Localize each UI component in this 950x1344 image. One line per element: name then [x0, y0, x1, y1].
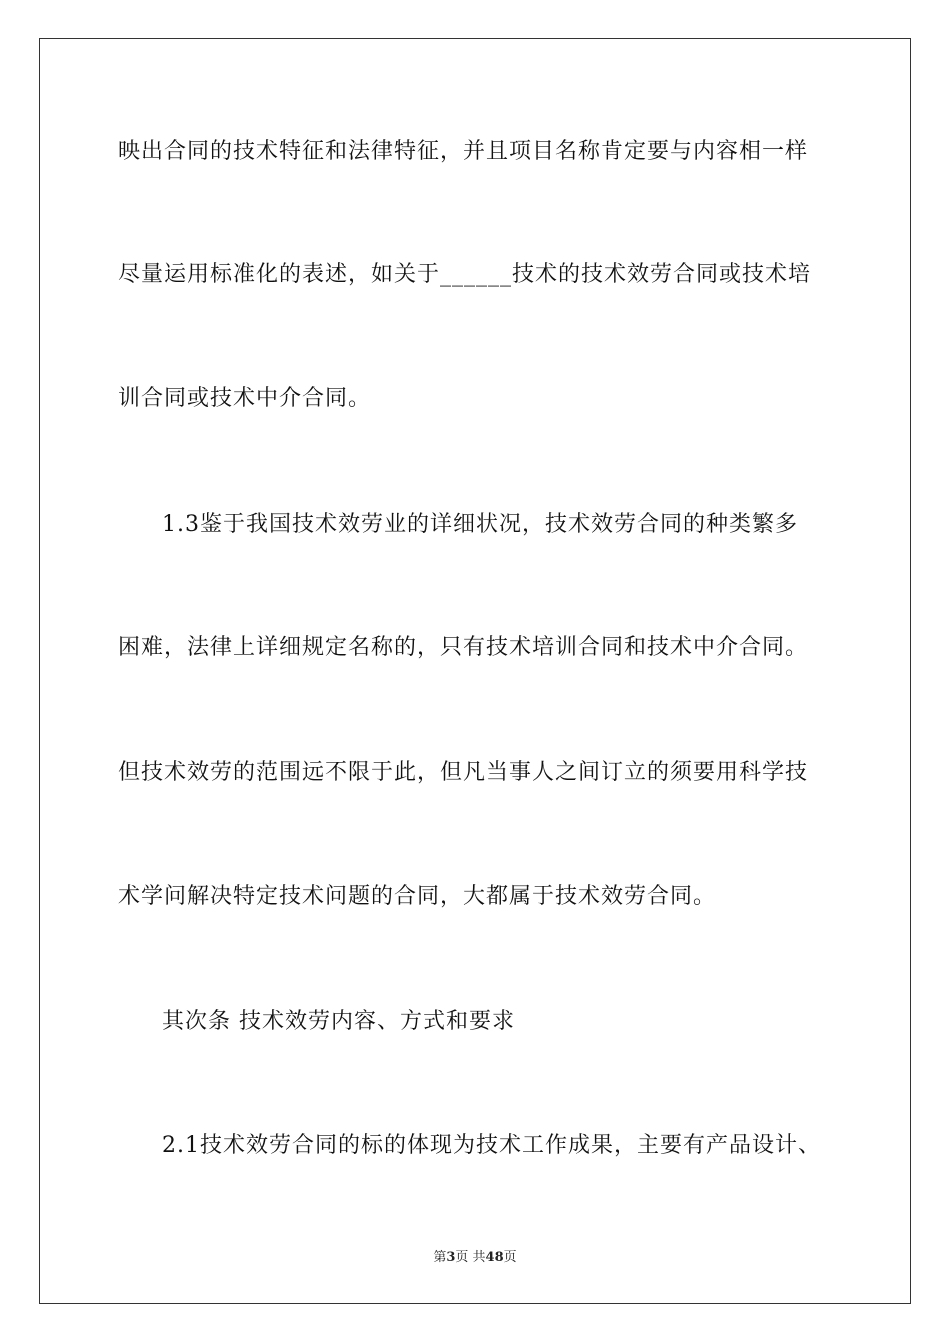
current-page-number: 3: [446, 1250, 456, 1265]
body-line-4: 1.3鉴于我国技术效劳业的详细状况，技术效劳合同的种类繁多: [162, 512, 798, 537]
body-line-3: 训合同或技术中介合同。: [118, 386, 372, 411]
body-line-2: 尽量运用标准化的表述，如关于______技术的技术效劳合同或技术培: [118, 262, 812, 287]
footer-suffix: 页: [503, 1250, 517, 1265]
page-footer: [0, 1246, 950, 1265]
body-line-6: 但技术效劳的范围远不限于此，但凡当事人之间订立的须要用科学技: [118, 760, 809, 785]
footer-prefix: 第: [433, 1250, 447, 1265]
section-heading: 其次条 技术效劳内容、方式和要求: [162, 1009, 515, 1034]
body-line-5: 困难，法律上详细规定名称的，只有技术培训合同和技术中介合同。: [118, 635, 809, 660]
page-border: [39, 38, 911, 1304]
body-line-9: 2.1技术效劳合同的标的体现为技术工作成果，主要有产品设计、: [162, 1133, 821, 1158]
footer-mid: 页 共: [455, 1250, 486, 1265]
body-line-7: 术学问解决特定技术问题的合同，大都属于技术效劳合同。: [118, 884, 717, 909]
body-line-1: 映出合同的技术特征和法律特征，并且项目名称肯定要与内容相一样: [118, 139, 809, 164]
total-page-number: 48: [485, 1250, 504, 1265]
